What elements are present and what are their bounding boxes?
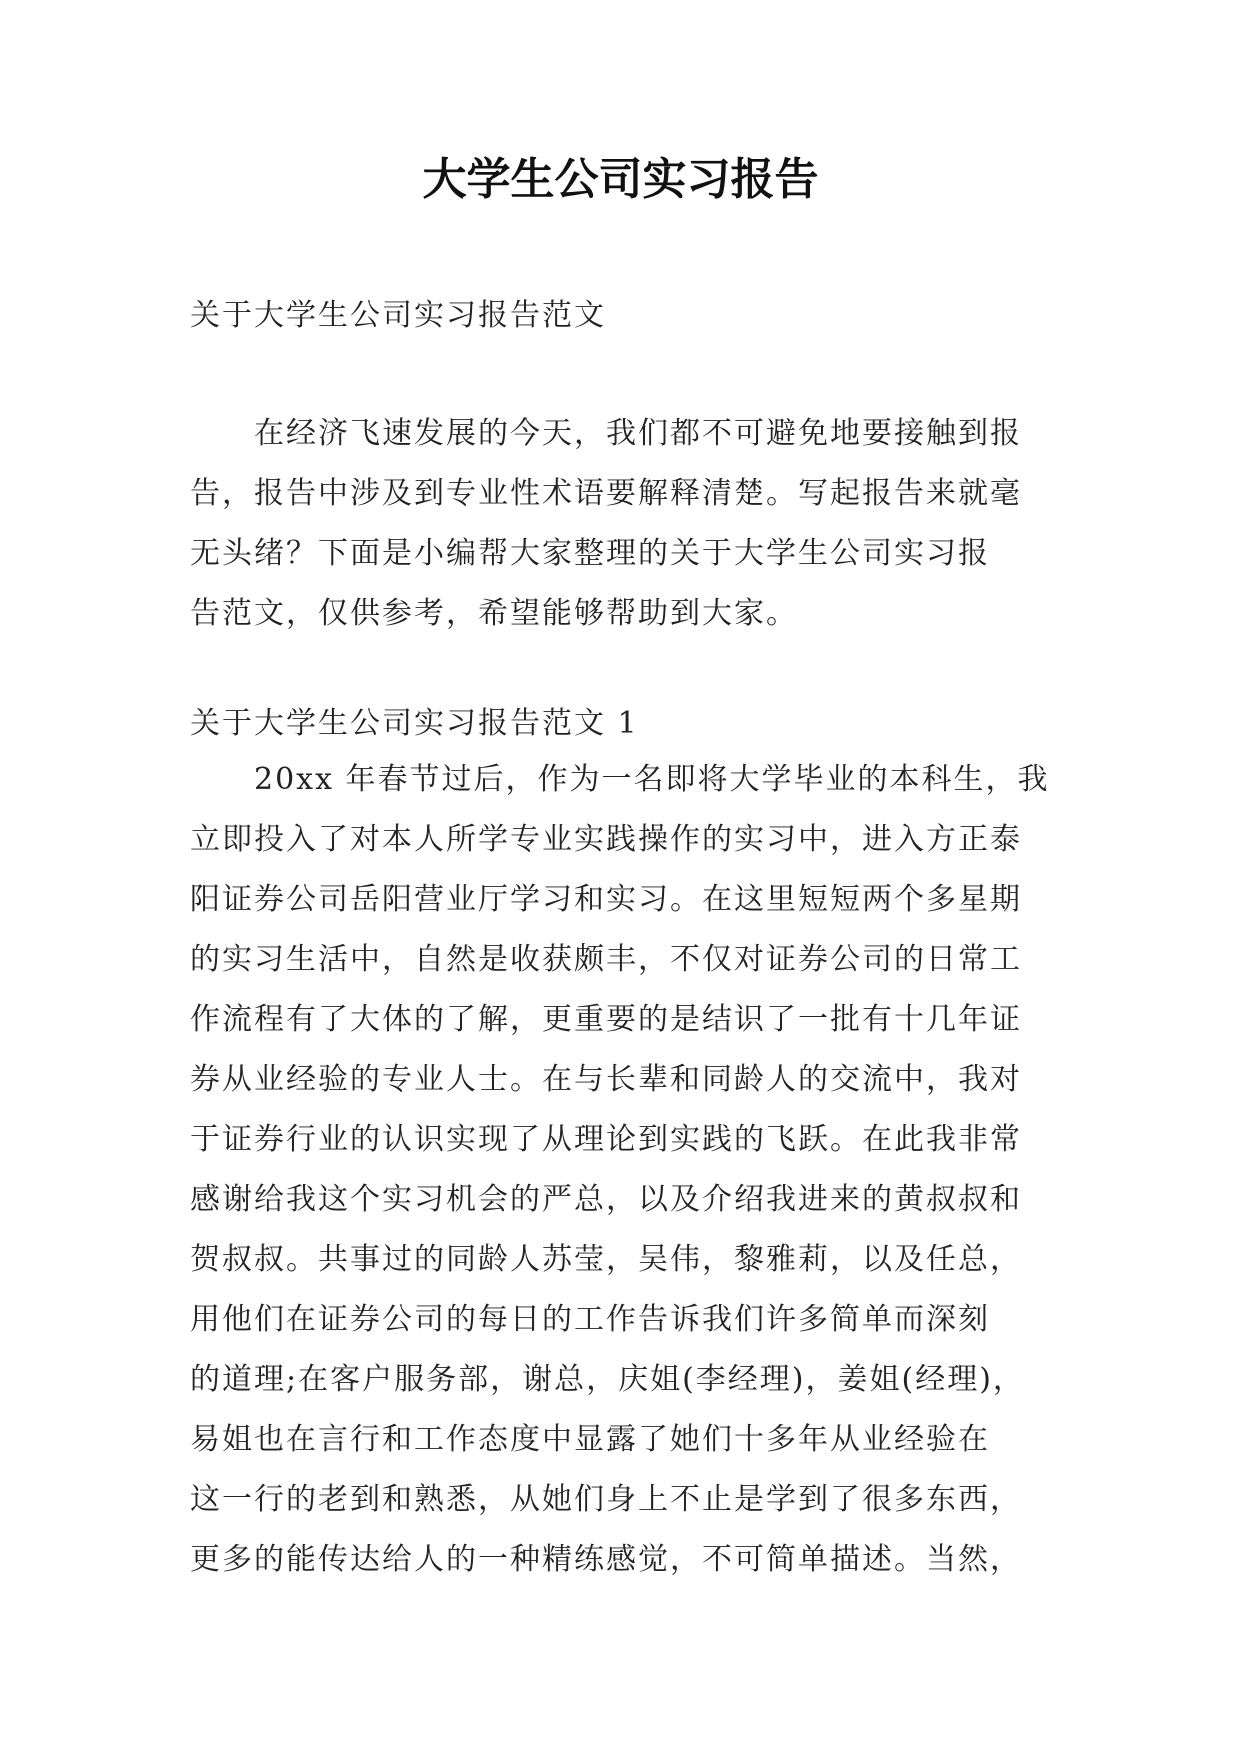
intro-line: 无头绪？下面是小编帮大家整理的关于大学生公司实习报: [190, 536, 990, 571]
body-line: 这一行的老到和熟悉，从她们身上不止是学到了很多东西，: [190, 1482, 1022, 1517]
document-subtitle: 关于大学生公司实习报告范文: [190, 298, 606, 333]
section-heading: 关于大学生公司实习报告范文 1: [190, 706, 639, 741]
intro-line: 在经济飞速发展的今天，我们都不可避免地要接触到报: [254, 416, 1022, 451]
body-line: 的道理;在客户服务部，谢总，庆姐(李经理)，姜姐(经理)，: [190, 1362, 1025, 1397]
body-paragraph: [190, 750, 1054, 1590]
body-line: 阳证券公司岳阳营业厅学习和实习。在这里短短两个多星期: [190, 882, 1022, 917]
body-line: 券从业经验的专业人士。在与长辈和同龄人的交流中，我对: [190, 1062, 1022, 1097]
body-line: 20xx 年春节过后，作为一名即将大学毕业的本科生，我: [254, 762, 1050, 797]
intro-paragraph: [190, 404, 1054, 644]
body-line: 用他们在证券公司的每日的工作告诉我们许多简单而深刻: [190, 1302, 990, 1337]
body-line: 于证券行业的认识实现了从理论到实践的飞跃。在此我非常: [190, 1122, 1022, 1157]
document-title: 大学生公司实习报告: [422, 154, 819, 205]
body-line: 的实习生活中，自然是收获颇丰，不仅对证券公司的日常工: [190, 942, 1022, 977]
intro-line: 告，报告中涉及到专业性术语要解释清楚。写起报告来就毫: [190, 476, 1022, 511]
body-line: 感谢给我这个实习机会的严总，以及介绍我进来的黄叔叔和: [190, 1182, 1022, 1217]
body-line: 作流程有了大体的了解，更重要的是结识了一批有十几年证: [190, 1002, 1022, 1037]
body-line: 贺叔叔。共事过的同龄人苏莹，吴伟，黎雅莉，以及任总，: [190, 1242, 1022, 1277]
intro-line: 告范文，仅供参考，希望能够帮助到大家。: [190, 596, 798, 631]
body-line: 立即投入了对本人所学专业实践操作的实习中，进入方正泰: [190, 822, 1022, 857]
body-line: 更多的能传达给人的一种精练感觉，不可简单描述。当然，: [190, 1542, 1022, 1577]
body-line: 易姐也在言行和工作态度中显露了她们十多年从业经验在: [190, 1422, 990, 1457]
